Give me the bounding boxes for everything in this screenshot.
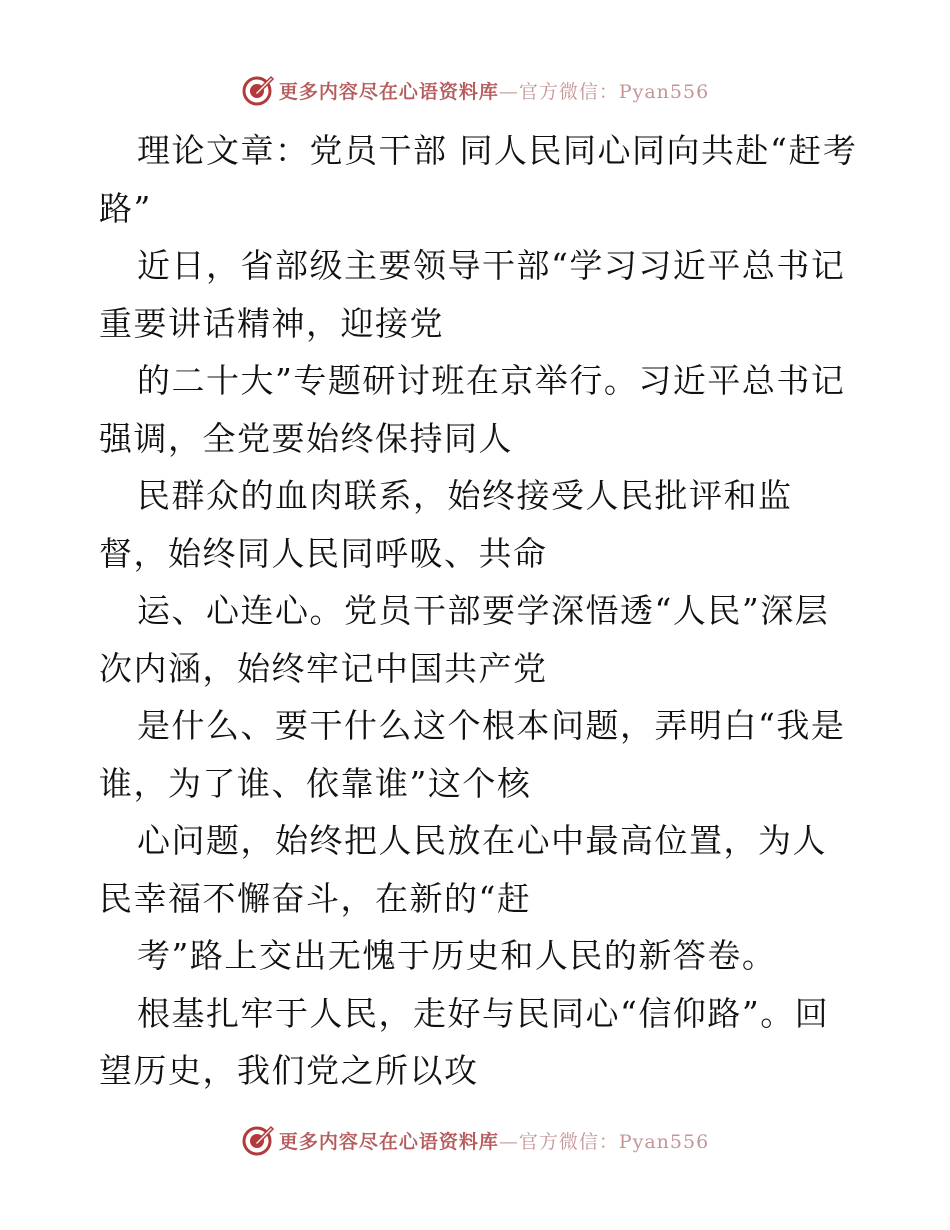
paragraph: 民群众的血肉联系，始终接受人民批评和监督，始终同人民同呼吸、共命 bbox=[99, 476, 793, 573]
paragraph: 考”路上交出无愧于历史和人民的新答卷。 bbox=[137, 936, 777, 975]
banner-separator: — bbox=[498, 80, 519, 103]
banner-brand: 更多内容尽在心语资料库 bbox=[278, 80, 499, 103]
footer-banner bbox=[0, 1120, 950, 1160]
banner-wechat: 官方微信：Pyan556 bbox=[518, 80, 710, 103]
paragraph: 根基扎牢于人民，走好与民同心“信仰路”。回望历史，我们党之所以攻 bbox=[99, 993, 830, 1090]
header-banner bbox=[0, 70, 950, 110]
banner-wechat: 官方微信：Pyan556 bbox=[518, 1130, 710, 1153]
paragraph: 心问题，始终把人民放在心中最高位置，为人民幸福不懈奋斗，在新的“赶 bbox=[99, 821, 827, 918]
paragraph: 是什么、要干什么这个根本问题，弄明白“我是谁，为了谁、依靠谁”这个核 bbox=[99, 706, 846, 803]
paragraph: 近日，省部级主要领导干部“学习习近平总书记重要讲话精神，迎接党 bbox=[99, 246, 846, 343]
paragraph: 运、心连心。党员干部要学深悟透“人民”深层次内涵，始终牢记中国共产党 bbox=[99, 591, 830, 688]
paragraph: 的二十大”专题研讨班在京举行。习近平总书记强调，全党要始终保持同人 bbox=[99, 361, 846, 458]
article-title: 理论文章：党员干部 同人民同心同向共赴“赶考路” bbox=[99, 131, 858, 228]
pen-logo-icon bbox=[241, 73, 275, 107]
banner-brand: 更多内容尽在心语资料库 bbox=[278, 1130, 499, 1153]
pen-logo-icon bbox=[241, 1123, 275, 1157]
banner-separator: — bbox=[498, 1130, 519, 1153]
article-body bbox=[99, 122, 859, 1100]
